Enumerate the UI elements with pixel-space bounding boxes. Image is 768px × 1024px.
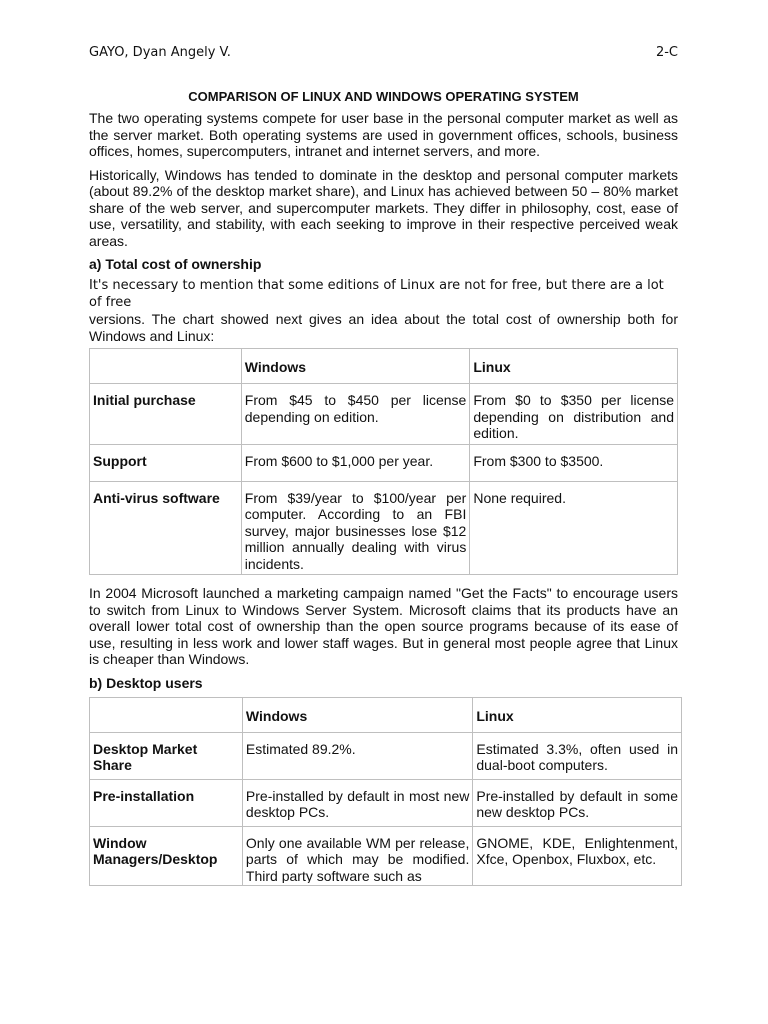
desktop-table <box>89 697 682 886</box>
table-row <box>90 444 678 481</box>
cell-windows: From $45 to $450 per license depending on edition. <box>241 384 470 445</box>
table-header-row <box>90 349 678 384</box>
section-a-intro-line1: It's necessary to mention that some editions of Linux are not for free, but there are a lot of free <box>89 278 664 310</box>
table-header-windows: Windows <box>241 349 470 384</box>
row-label: Window Managers/Desktop <box>90 826 243 885</box>
cell-linux: Estimated 3.3%, often used in dual-boot computers. <box>473 732 682 779</box>
row-label: Initial purchase <box>90 384 242 445</box>
section-a-intro-line2: versions. The chart showed next gives an idea about the total cost of ownership both for Windows and Linux: <box>89 311 678 344</box>
row-label: Pre-installation <box>90 779 243 826</box>
table-row <box>90 384 678 445</box>
author-name: GAYO, Dyan Angely V. <box>89 45 231 60</box>
row-label: Desktop Market Share <box>90 732 243 779</box>
cell-windows: From $39/year to $100/year per computer. According to an FBI survey, major businesses lose $12 million annually dealing with virus incidents. <box>241 481 470 575</box>
table-header-row <box>90 697 682 732</box>
table-row <box>90 826 682 885</box>
table-row <box>90 779 682 826</box>
table-header-linux: Linux <box>473 697 682 732</box>
cell-linux: From $0 to $350 per license depending on distribution and edition. <box>470 384 678 445</box>
paragraph-get-the-facts: In 2004 Microsoft launched a marketing campaign named "Get the Facts" to encourage users to switch from Linux to Windows Server System. Microsoft claims that its products have an overall lower total cost of ownership than the open source programs because of its ease of use, resulting in less work and lower staff wages. But in general most people agree that Linux is cheaper than Windows. <box>89 585 678 667</box>
cell-windows: From $600 to $1,000 per year. <box>241 444 470 481</box>
cell-windows: Estimated 89.2%. <box>242 732 472 779</box>
cell-windows: Pre-installed by default in most new desktop PCs. <box>242 779 472 826</box>
page-title: COMPARISON OF LINUX AND WINDOWS OPERATING SYSTEM <box>188 89 579 104</box>
cell-windows-text: Only one available WM per release, parts of which may be modified. Third party software such as <box>245 834 470 883</box>
table-header-blank <box>90 697 243 732</box>
table-header-linux: Linux <box>470 349 678 384</box>
cell-linux: Pre-installed by default in some new desktop PCs. <box>473 779 682 826</box>
table-header-blank <box>90 349 242 384</box>
paragraph-intro: The two operating systems compete for user base in the personal computer market as well as the server market. Both operating systems are used in government offices, schools, business offices, homes, supercomputers, intranet and internet servers, and more. <box>89 110 678 159</box>
section-b-heading: b) Desktop users <box>89 674 203 691</box>
document-body <box>89 89 678 896</box>
cost-table <box>89 348 678 575</box>
paragraph-history: Historically, Windows has tended to dominate in the desktop and personal computer markets (about 89.2% of the desktop market share), and Linux has achieved between 50 – 80% market share of the web server, and supercomputer markets. They differ in philosophy, cost, ease of use, versatility, and stability, with each seeking to improve in their respective perceived weak areas. <box>89 166 678 249</box>
cell-linux: GNOME, KDE, Enlightenment, Xfce, Openbox, Fluxbox, etc. <box>473 826 682 885</box>
cell-windows <box>242 826 472 885</box>
section-a-heading: a) Total cost of ownership <box>89 256 262 272</box>
cell-linux: None required. <box>470 481 678 575</box>
row-label: Support <box>90 444 242 481</box>
table-row <box>90 732 682 779</box>
cell-linux: From $300 to $3500. <box>470 444 678 481</box>
section-label: 2-C <box>655 45 678 60</box>
table-row <box>90 481 678 575</box>
row-label: Anti-virus software <box>90 481 242 575</box>
table-header-windows: Windows <box>242 697 472 732</box>
